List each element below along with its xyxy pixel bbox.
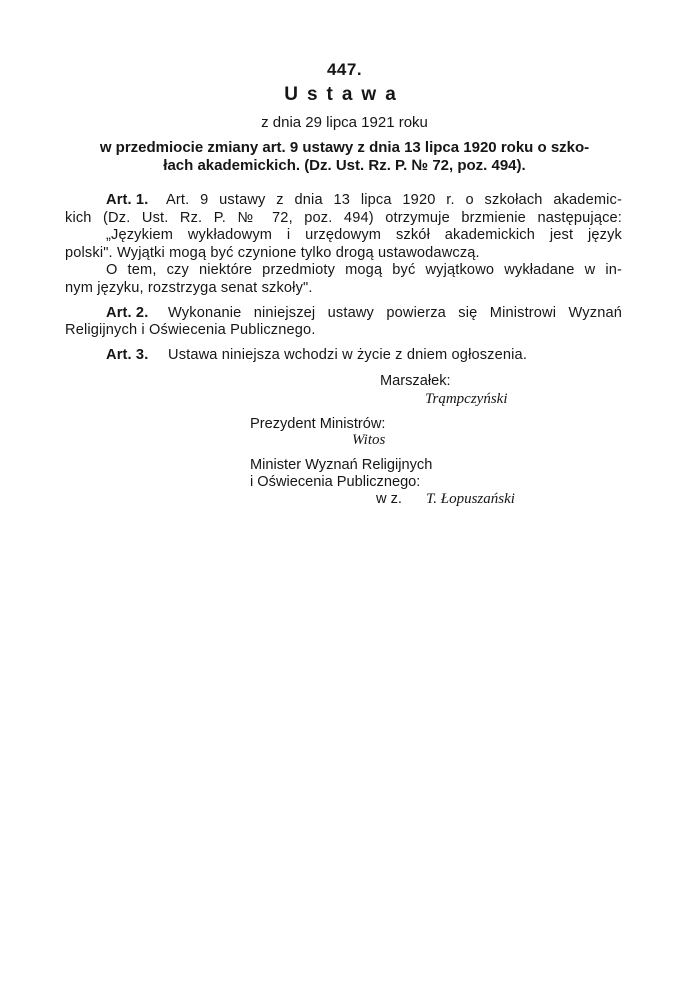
article-3-label: Art. 3. [106,347,149,363]
article-2-label: Art. 2. [106,305,149,321]
page-number: 447. [326,60,363,79]
article-1-line-3: „Językiem wykładowym i urzędowym szkół akademickich jest język [106,227,622,243]
signature-3-prefix: w z. [376,491,402,507]
signature-3-role-2: i Oświecenia Publicznego: [250,474,421,490]
article-1-label: Art. 1. [106,192,149,208]
article-1-line-6: nym języku, rozstrzyga senat szkoły". [65,280,313,296]
article-1-line-2: kich (Dz. Ust. Rz. P. № 72, poz. 494) otrzymuje brzmienie następujące: [65,210,622,226]
subject-line-1: w przedmiocie zmiany art. 9 ustawy z dnia 13 lipca 1920 roku o szko- [99,139,590,156]
article-2-line-2: Religijnych i Oświecenia Publicznego. [65,322,316,338]
article-3-line-1: Ustawa niniejsza wchodzi w życie z dniem ogłoszenia. [168,347,528,363]
signature-1-name: Trąmpczyński [425,391,508,407]
signature-3-name: T. Łopuszański [426,491,515,507]
article-1-line-1: Art. 9 ustawy z dnia 13 lipca 1920 r. o szkołach akademic- [166,192,622,208]
signature-3-role-1: Minister Wyznań Religijnych [250,457,433,473]
signature-2-role: Prezydent Ministrów: [250,416,386,432]
article-2-line-1: Wykonanie niniejszej ustawy powierza się Ministrowi Wyznań [168,305,622,321]
article-1-line-4: polski". Wyjątki mogą być czynione tylko drogą ustawodawczą. [65,245,480,261]
document-title: Ustawa [284,84,405,105]
signature-2-name: Witos [352,432,386,448]
subject-line-2: łach akademickich. (Dz. Ust. Rz. P. № 72, poz. 494). [163,157,526,174]
date-line: z dnia 29 lipca 1921 roku [261,114,428,131]
signature-1-role: Marszałek: [380,373,451,389]
article-1-line-5: O tem, czy niektóre przedmioty mogą być wyjątkowo wykładane w in- [106,262,622,278]
